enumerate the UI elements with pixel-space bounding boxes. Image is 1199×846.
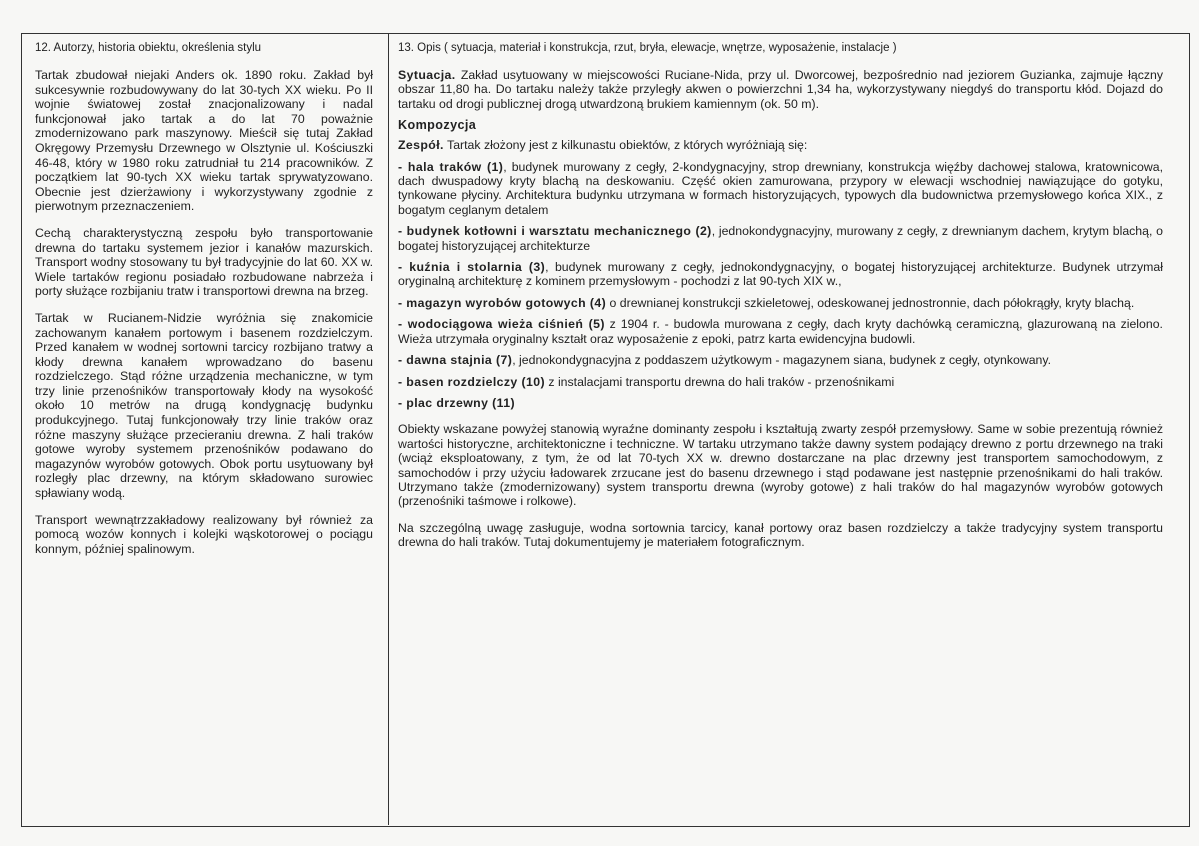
column-divider bbox=[388, 33, 389, 825]
building-item bbox=[398, 375, 1163, 389]
building-item-name: - budynek kotłowni i warsztatu mechanicznego (2) bbox=[398, 224, 712, 239]
building-item-description: , budynek murowany z cegły, 2-kondygnacyjny, strop drewniany, konstrukcja więźby dachowej stalowa, kratownicowa, dach dwuspadowy kryty blachą na deskowaniu. Część okien zamurowana, przypory w elewacji wschodniej nawiązujące do gotyku, tynkowane płyciny. Architektura budynku utrzymana w formach historyzujących, typowych dla budownictwa przemysłowego końca XIX., z bogatym ceglanym detalem bbox=[398, 159, 1163, 217]
building-item-name: - magazyn wyrobów gotowych (4) bbox=[398, 295, 607, 310]
building-item bbox=[398, 396, 1163, 410]
building-item-description: z 1904 r. - budowla murowana z cegły, dach kryty dachówką ceramiczną, glazurowaną na zielono. Wieża utrzymała oryginalny kształt oraz wyposażenie z epoki, patrz karta ewidencyjna budowli. bbox=[398, 317, 1163, 346]
ensemble-lead: Zespół. bbox=[398, 138, 444, 153]
left-column bbox=[35, 42, 373, 568]
building-item bbox=[398, 224, 1163, 253]
building-item-description: , jednokondygnacyjna z poddaszem użytkowym - magazynem siana, budynek z cegły, otynkowany. bbox=[512, 353, 1052, 368]
building-item-name: - dawna stajnia (7) bbox=[398, 353, 513, 368]
ensemble-paragraph bbox=[398, 138, 1163, 152]
building-item bbox=[398, 260, 1163, 289]
situation-paragraph bbox=[398, 68, 1163, 111]
history-paragraph: Tartak zbudował niejaki Anders ok. 1890 roku. Zakład był sukcesywnie rozbudowywany do lat 30-tych XX wieku. Po II wojnie światowej został znacjonalizowany i nadal funkcjonował jako tartak a do lat 70 poważnie zmodernizowano park maszynowy. Mieścił się tutaj Zakład Okręgowy Przemysłu Drzewnego w Olsztynie ul. Kościuszki 46-48, który w 1980 roku zatrudniał tu 214 pracowników. Z początkiem lat 90-tych XX wieku tartak sprywatyzowano. Obecnie jest dzierżawiony i wykorzystywany zgodnie z pierwotnym przeznaczeniem. bbox=[35, 68, 373, 214]
section-13-heading: 13. Opis ( sytuacja, materiał i konstrukcja, rzut, bryła, elewacje, wnętrze, wyposażenie, instalacje ) bbox=[398, 42, 897, 54]
building-item-name: - plac drzewny (11) bbox=[398, 395, 515, 410]
building-item bbox=[398, 353, 1163, 367]
situation-lead: Sytuacja. bbox=[398, 68, 456, 82]
building-item-name: - basen rozdzielczy (10) bbox=[398, 374, 545, 389]
history-paragraph: Cechą charakterystyczną zespołu było transportowanie drewna do tartaku systemem jezior i kanałów mazurskich. Transport wodny stosowany tu był tradycyjnie do lat 60. XX w. Wiele tartaków regionu posiadało rozbudowane nabrzeża i porty służące rozbijaniu tratw i transportowi drewna na brzeg. bbox=[35, 225, 373, 299]
building-item-name: - wodociągowa wieża ciśnień (5) bbox=[398, 317, 605, 332]
building-item-name: - kuźnia i stolarnia (3) bbox=[398, 260, 546, 275]
building-item-description: , budynek murowany z cegły, jednokondygnacyjny, o bogatej historyzującej architekturze. Budynek utrzymał oryginalną architekturę z kominem przemysłowym - pochodzi z lat 90-tych XIX w., bbox=[398, 260, 1163, 289]
building-item-description: , jednokondygnacyjny, murowany z cegły, z drewnianym dachem, krytym blachą, o bogatej historyzującej architekturze bbox=[398, 224, 1163, 253]
building-item-name: - hala traków (1) bbox=[398, 159, 504, 174]
summary-paragraph: Na szczególną uwagę zasługuje, wodna sortownia tarcicy, kanał portowy oraz basen rozdzielczy a także tradycyjny system transportu drewna do hali traków. Tutaj dokumentujemy je materiałem fotograficznym. bbox=[398, 520, 1163, 550]
ensemble-text: Tartak złożony jest z kilkunastu obiektów, z których wyróżniają się: bbox=[443, 138, 808, 153]
right-column bbox=[398, 42, 1163, 557]
building-item bbox=[398, 317, 1163, 346]
building-item-description: o drewnianej konstrukcji szkieletowej, odeskowanej jednostronnie, dach półokrągły, kryty blachą. bbox=[606, 295, 1135, 310]
composition-heading: Kompozycja bbox=[398, 118, 477, 133]
building-item bbox=[398, 296, 1163, 310]
building-item bbox=[398, 160, 1163, 218]
building-item-description: z instalacjami transportu drewna do hali traków - przenośnikami bbox=[544, 374, 895, 389]
summary-paragraph: Obiekty wskazane powyżej stanowią wyraźne dominanty zespołu i kształtują zwarty zespół przemysłowy. Same w sobie prezentują również wartości historyczne, architektoniczne i techniczne. W tartaku utrzymano także dawny system podający drewno z portu drzewnego na traki (wciąż eksploatowany, z tym, że od lat 70-tych XX w. drewno dostarczane na plac drzewny jest transportem samochodowym, z samochodów i przy użyciu ładowarek zrzucane jest do basenu drzewnego i stąd podawane jest następnie przenośnikami do hali traków. Utrzymano także (zmodernizowany) system transportu drewna (wyroby gotowe) z hali traków do hal magazynów wyrobów gotowych (przenośniki taśmowe i rolkowe). bbox=[398, 422, 1163, 509]
history-paragraph: Transport wewnątrzzakładowy realizowany był również za pomocą wozów konnych i kolejki wąskotorowej o pociągu konnym, później spalinowym. bbox=[35, 512, 373, 556]
section-12-heading: 12. Autorzy, historia obiektu, określenia stylu bbox=[35, 42, 262, 54]
history-paragraph: Tartak w Rucianem-Nidzie wyróżnia się znakomicie zachowanym kanałem portowym i basenem rozdzielczym. Przed kanałem w wodnej sortowni tarcicy rozbijano tratwy a kłody drewna kanałem wprowadzano do basenu rozdzielczego. Stąd różne urządzenia mechaniczne, w tym trzy linie przenośników transportowały kłody na wysokość około 10 metrów na drugą kondygnację budynku produkcyjnego. Tutaj funkcjonowały trzy linie traków oraz różne maszyny służące przecieraniu drewna. Z hali traków gotowe wyroby systemem przenośników podawano do magazynów wyrobów gotowych. Obok portu usytuowany był rozległy plac drzewny, na którym składowano surowiec spławiany wodą. bbox=[35, 310, 373, 501]
situation-text: Zakład usytuowany w miejscowości Ruciane-Nida, przy ul. Dworcowej, bezpośrednio nad jeziorem Guzianka, zajmuje łączny obszar 11,80 ha. Do tartaku należy także przyległy akwen o powierzchni 1,34 ha, wykorzystywany niegdyś do transportu kłód. Dojazd do tartaku od drogi publicznej drogą utwardzoną brukiem kamiennym (ok. 50 m). bbox=[398, 68, 1163, 111]
